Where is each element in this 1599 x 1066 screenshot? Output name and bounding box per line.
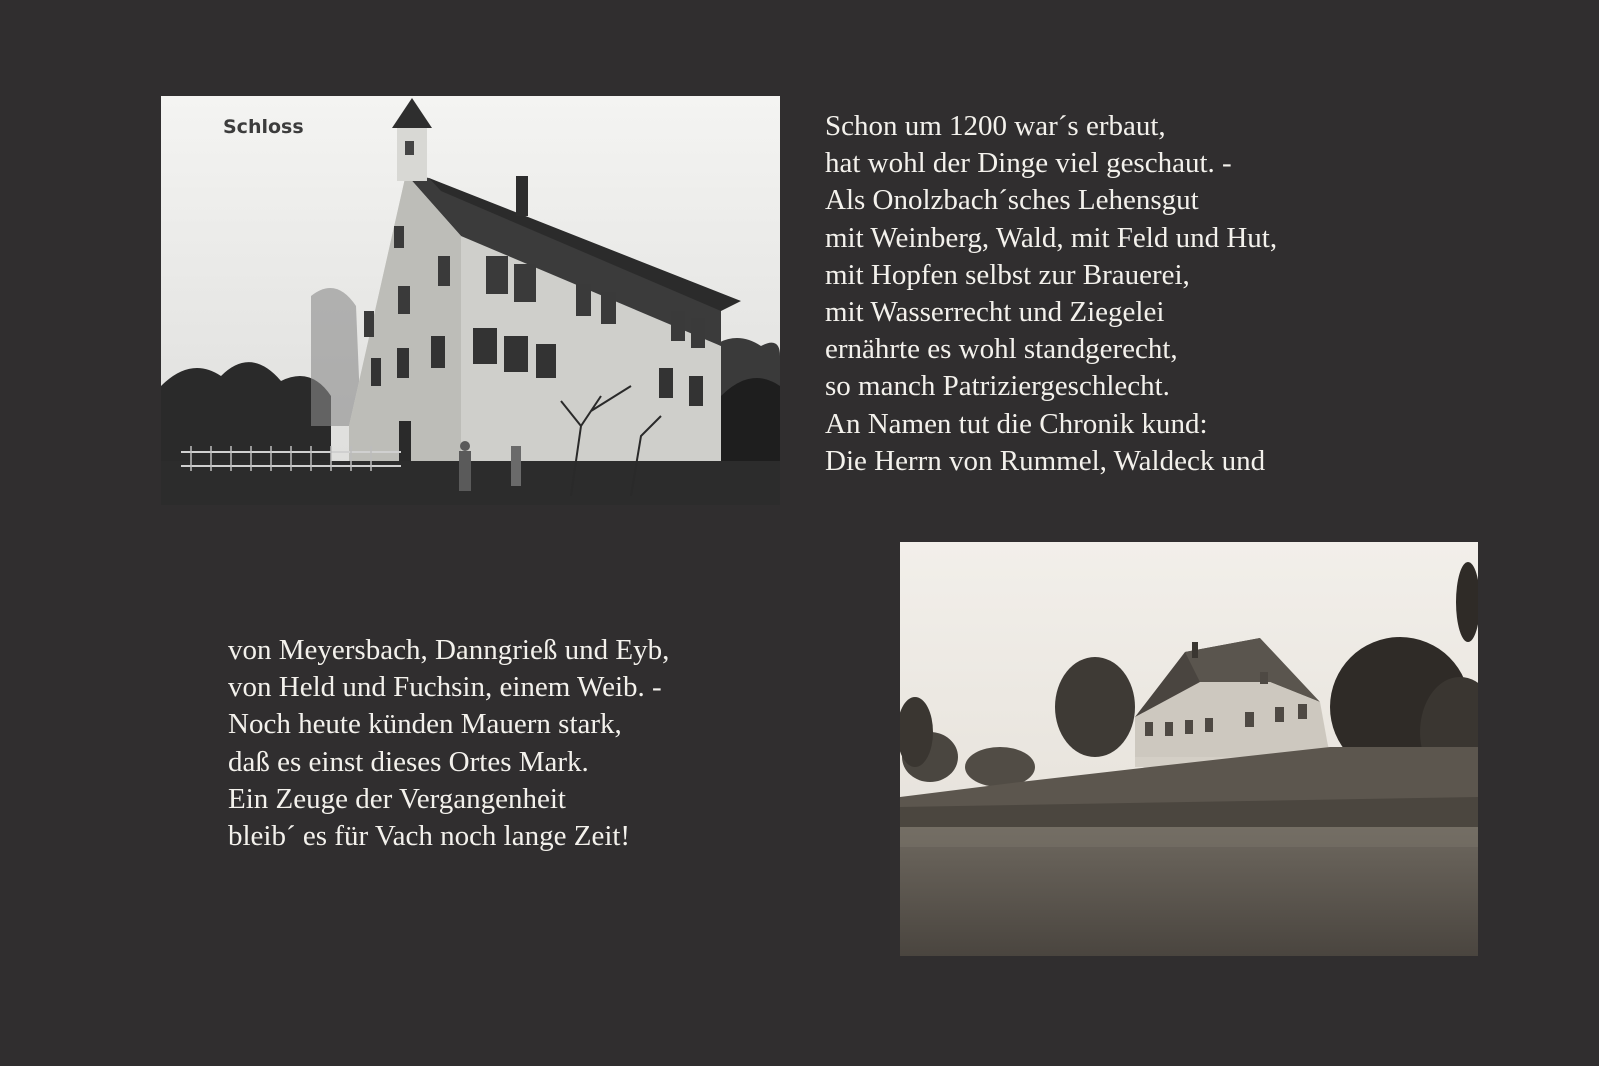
- castle-postcard-photo: [161, 96, 780, 505]
- verse-line: Die Herrn von Rummel, Waldeck und: [825, 444, 1266, 477]
- verse-line: Schon um 1200 war´s erbaut,: [825, 110, 1166, 142]
- verse-line: so manch Patriziergeschlecht.: [825, 370, 1170, 403]
- castle-postcard-image: [161, 96, 780, 505]
- verse-line: von Meyersbach, Danngrieß und Eyb,: [228, 634, 670, 666]
- verse-line: von Held und Fuchsin, einem Weib. -: [228, 671, 662, 704]
- castle-wall-image: [900, 542, 1478, 956]
- postcard-caption: Schloss: [223, 116, 304, 138]
- verse-line: mit Wasserrecht und Ziegelei: [825, 296, 1165, 329]
- verse-line: An Namen tut die Chronik kund:: [825, 407, 1208, 440]
- verse-line: hat wohl der Dinge viel geschaut. -: [825, 147, 1232, 180]
- verse-line: bleib´ es für Vach noch lange Zeit!: [228, 820, 631, 853]
- castle-wall-photo: [900, 542, 1478, 956]
- verse-part-2: [228, 632, 669, 855]
- verse-line: Als Onolzbach´sches Lehensgut: [825, 184, 1199, 217]
- verse-line: daß es einst dieses Ortes Mark.: [228, 745, 589, 778]
- verse-line: Ein Zeuge der Vergangenheit: [228, 782, 566, 815]
- verse-line: mit Hopfen selbst zur Brauerei,: [825, 258, 1190, 291]
- verse-line: Noch heute künden Mauern stark,: [228, 708, 622, 741]
- verse-part-1: [825, 108, 1277, 480]
- verse-line: ernährte es wohl standgerecht,: [825, 333, 1178, 366]
- verse-line: mit Weinberg, Wald, mit Feld und Hut,: [825, 221, 1278, 254]
